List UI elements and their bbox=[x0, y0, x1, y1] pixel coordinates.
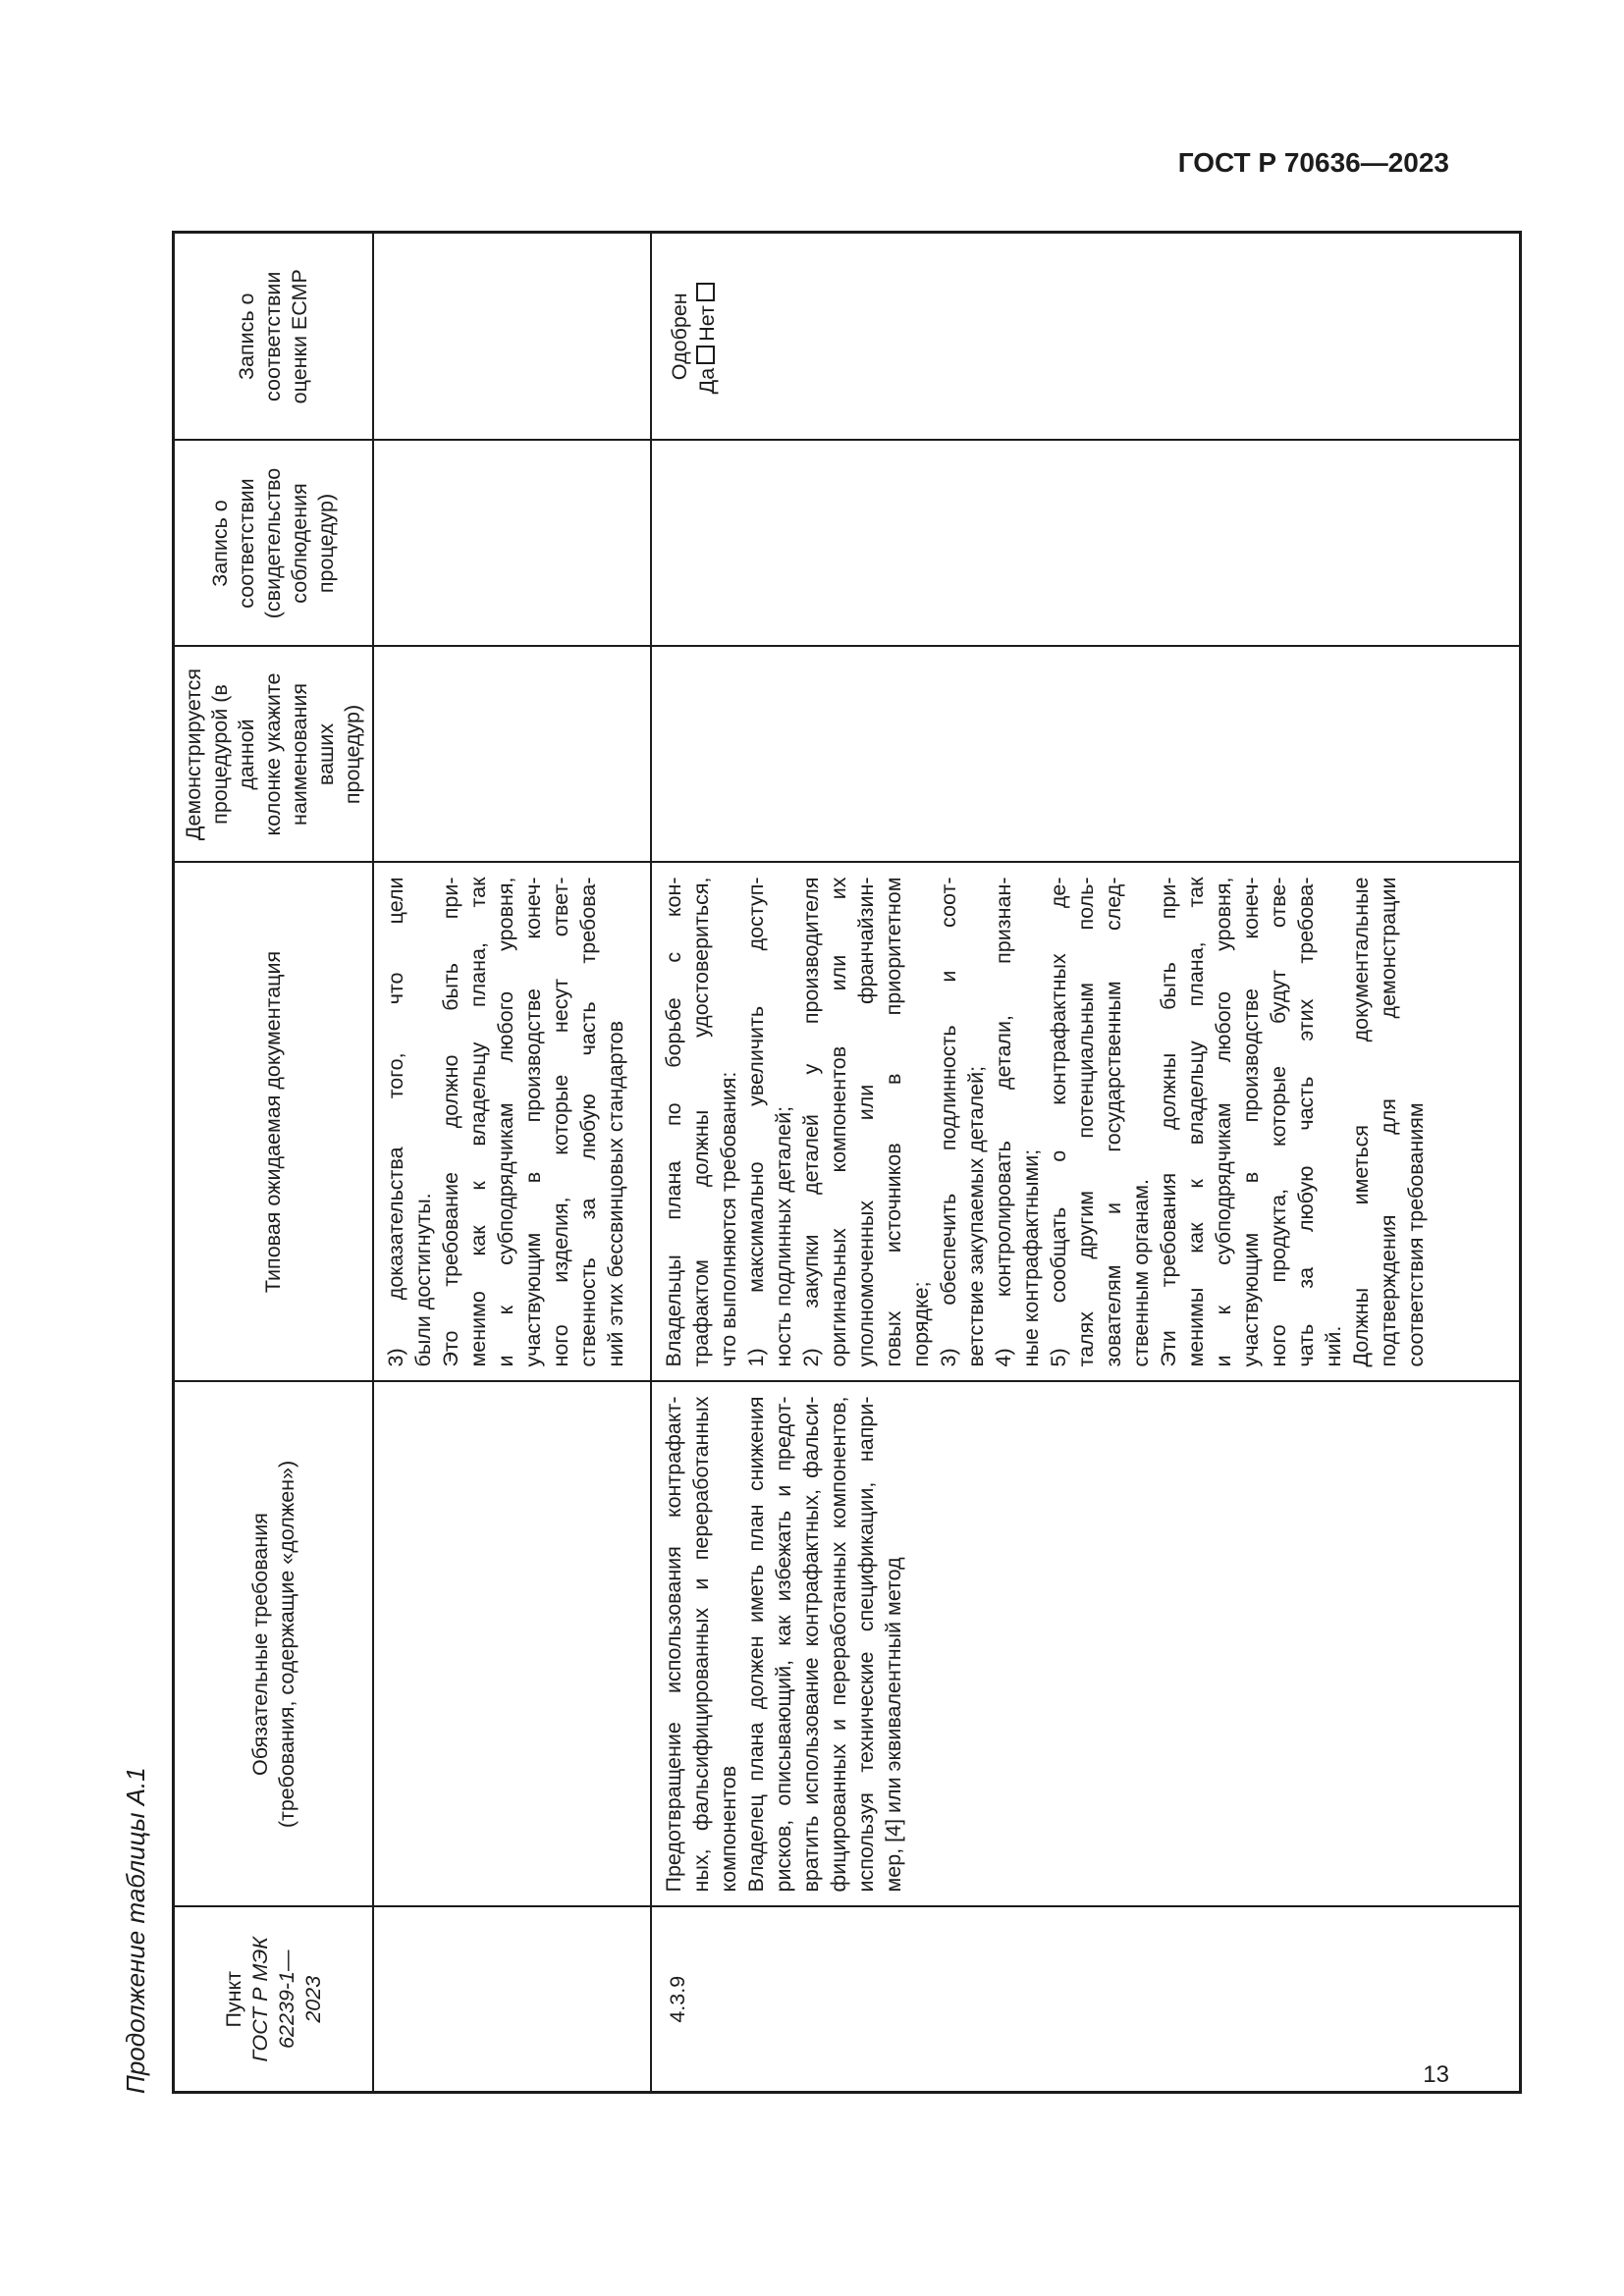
column-header-demonstrated-by-procedure: Демонстрируется процедурой (в данной колонке укажите наименования ваших процедур) bbox=[174, 647, 374, 863]
table-row bbox=[651, 233, 1520, 2093]
column-header-compliance-record: Запись о соответствии (свидетельство соблюдения процедур) bbox=[174, 441, 374, 647]
documentation-cell: Владельцы плана по борьбе с кон- трафактом должны удостовериться, что выполняются требования: 1) максимально увеличить доступ- ность подлинных деталей; 2) закупки деталей у производителя оригинальных компонентов или их уполномоченных или франчайзин- говых источников в приоритетном порядке; 3) обеспечить подлинность и соот- ветствие закупаемых деталей; 4) контролировать детали, признан- ные контрафактными; 5) сообщать о контрафактных де- талях другим потенциальным поль- зователям и государственным след- ственным органам. Эти требования должны быть при- менимы как к владельцу плана, так и к субподрядчикам любого уровня, участвующим в производстве конеч- ного продукта, которые будут отве- чать за любую часть этих требова- ний. Должны иметься документальные подтверждения для демонстрации соответствия требованиям bbox=[651, 863, 1520, 1382]
documentation-cell: 3) доказательства того, что цели были достигнуты. Это требование должно быть при- менимо как к владельцу плана, так и к субподрядчикам любого уровня, участвующим в производстве конеч- ного изделия, которые несут ответ- ственность за любую часть требова- ний этих бессвинцовых стандартов bbox=[373, 863, 651, 1382]
approval-no-label: Нет bbox=[695, 305, 719, 342]
clause-cell bbox=[373, 1907, 651, 2093]
procedure-cell bbox=[373, 647, 651, 863]
page-number: 13 bbox=[1423, 2061, 1449, 2088]
ecmp-record-cell bbox=[651, 233, 1520, 441]
approval-yes-label: Да bbox=[695, 367, 719, 395]
column-header-mandatory-requirements: Обязательные требования (требования, содержащие «должен») bbox=[174, 1382, 374, 1907]
compliance-record-cell bbox=[373, 441, 651, 647]
rotated-table-block bbox=[121, 234, 1452, 2094]
table-caption: Продолжение таблицы А.1 bbox=[121, 1767, 150, 2094]
standard-code: ГОСТ Р 70636—2023 bbox=[1177, 147, 1449, 178]
column-header-typical-documentation: Типовая ожидаемая документация bbox=[174, 863, 374, 1382]
approval-yes-checkbox[interactable] bbox=[696, 346, 715, 364]
procedure-cell bbox=[651, 647, 1520, 863]
requirement-cell: Предотвращение использования контрафакт- ных, фальсифицированных и переработанных компонентов Владелец плана должен иметь план снижения рисков, описывающий, как избежать и предот- вратить использование контрафактных, фальси- фицированных и переработанных компонентов, используя технические спецификации, напри- мер, [4] или эквивалентный метод bbox=[651, 1382, 1520, 1907]
column-header-clause: Пункт ГОСТ Р МЭК 62239-1— 2023 bbox=[174, 1907, 374, 2093]
approval-no-checkbox[interactable] bbox=[696, 283, 715, 301]
table-row bbox=[373, 233, 651, 2093]
approval-label: Одобрен bbox=[668, 293, 691, 381]
ecmp-record-cell bbox=[373, 233, 651, 441]
table-header-row bbox=[174, 233, 374, 2093]
clause-cell: 4.3.9 bbox=[651, 1907, 1520, 2093]
requirement-cell bbox=[373, 1382, 651, 1907]
requirements-table bbox=[172, 231, 1522, 2094]
column-header-ecmp-assessment-record: Запись о соответствии оценки ЕСМР bbox=[174, 233, 374, 441]
compliance-record-cell bbox=[651, 441, 1520, 647]
